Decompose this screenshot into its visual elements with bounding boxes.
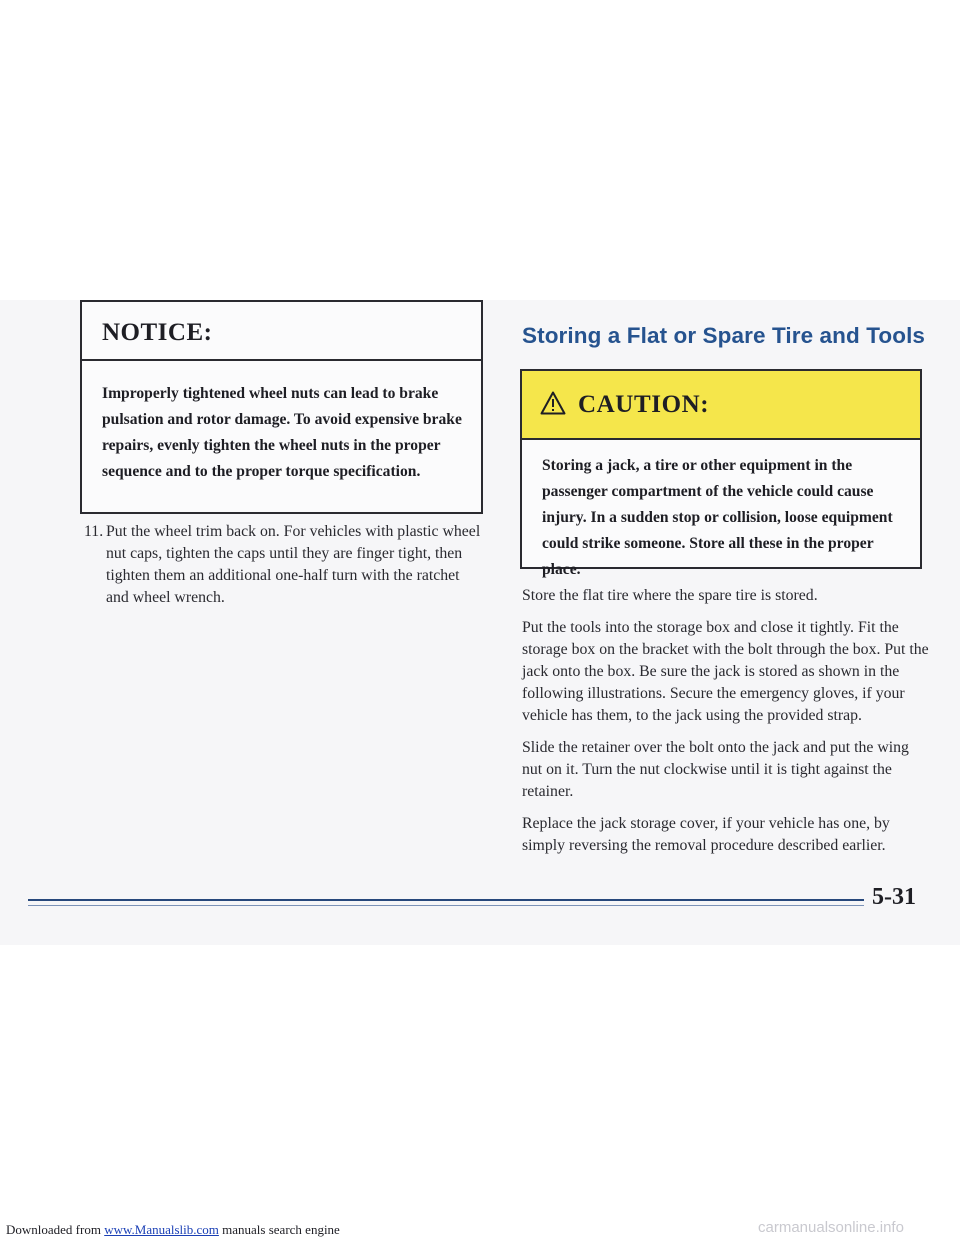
watermark-prefix: Downloaded from <box>6 1222 105 1237</box>
paragraph: Replace the jack storage cover, if your vehicle has one, by simply reversing the removal procedure described earlier. <box>522 815 890 854</box>
paragraph: Store the flat tire where the spare tire is stored. <box>522 587 818 604</box>
site-watermark: carmanualsonline.info <box>758 1219 904 1236</box>
manualslib-link[interactable]: www.Manualslib.com <box>104 1222 219 1237</box>
notice-header <box>82 302 481 361</box>
step-number: 11. <box>84 523 104 540</box>
watermark-suffix: manuals search engine <box>218 1222 340 1237</box>
section-title: Storing a Flat or Spare Tire and Tools <box>522 323 926 348</box>
footer-rule <box>28 899 864 901</box>
footer-rule-thin <box>28 905 864 906</box>
notice-title: NOTICE: <box>102 319 213 346</box>
page-number: 5-31 <box>872 884 916 910</box>
step-item <box>84 521 484 609</box>
caution-box <box>520 369 922 578</box>
caution-title: CAUTION: <box>578 391 710 418</box>
notice-box <box>80 300 483 514</box>
caution-body: Storing a jack, a tire or other equipment in the passenger compartment of the vehicle could cause injury. In a sudden stop or collision, loose equipment could strike someone. Store all these in the proper place. <box>542 457 893 578</box>
step-text: Put the wheel trim back on. For vehicles with plastic wheel nut caps, tighten the caps until they are finger tight, then tighten them an additional one-half turn with the ratchet and wheel wrench. <box>106 523 481 606</box>
body-paragraphs <box>522 585 932 867</box>
caution-header <box>522 371 920 440</box>
paragraph: Slide the retainer over the bolt onto the jack and put the wing nut on it. Turn the nut clockwise until it is tight against the retainer. <box>522 739 909 800</box>
warning-triangle-icon <box>540 391 566 415</box>
download-watermark <box>6 1222 340 1238</box>
paragraph: Put the tools into the storage box and close it tightly. Fit the storage box on the bracket with the bolt through the box. Put the jack onto the box. Be sure the jack is stored as shown in the following illustrations. Secure the emergency gloves, if your vehicle has them, to the jack using the provided strap. <box>522 619 929 724</box>
notice-body: Improperly tightened wheel nuts can lead to brake pulsation and rotor damage. To avoid expensive brake repairs, evenly tighten the wheel nuts in the proper sequence and to the proper torque specification. <box>102 385 462 480</box>
